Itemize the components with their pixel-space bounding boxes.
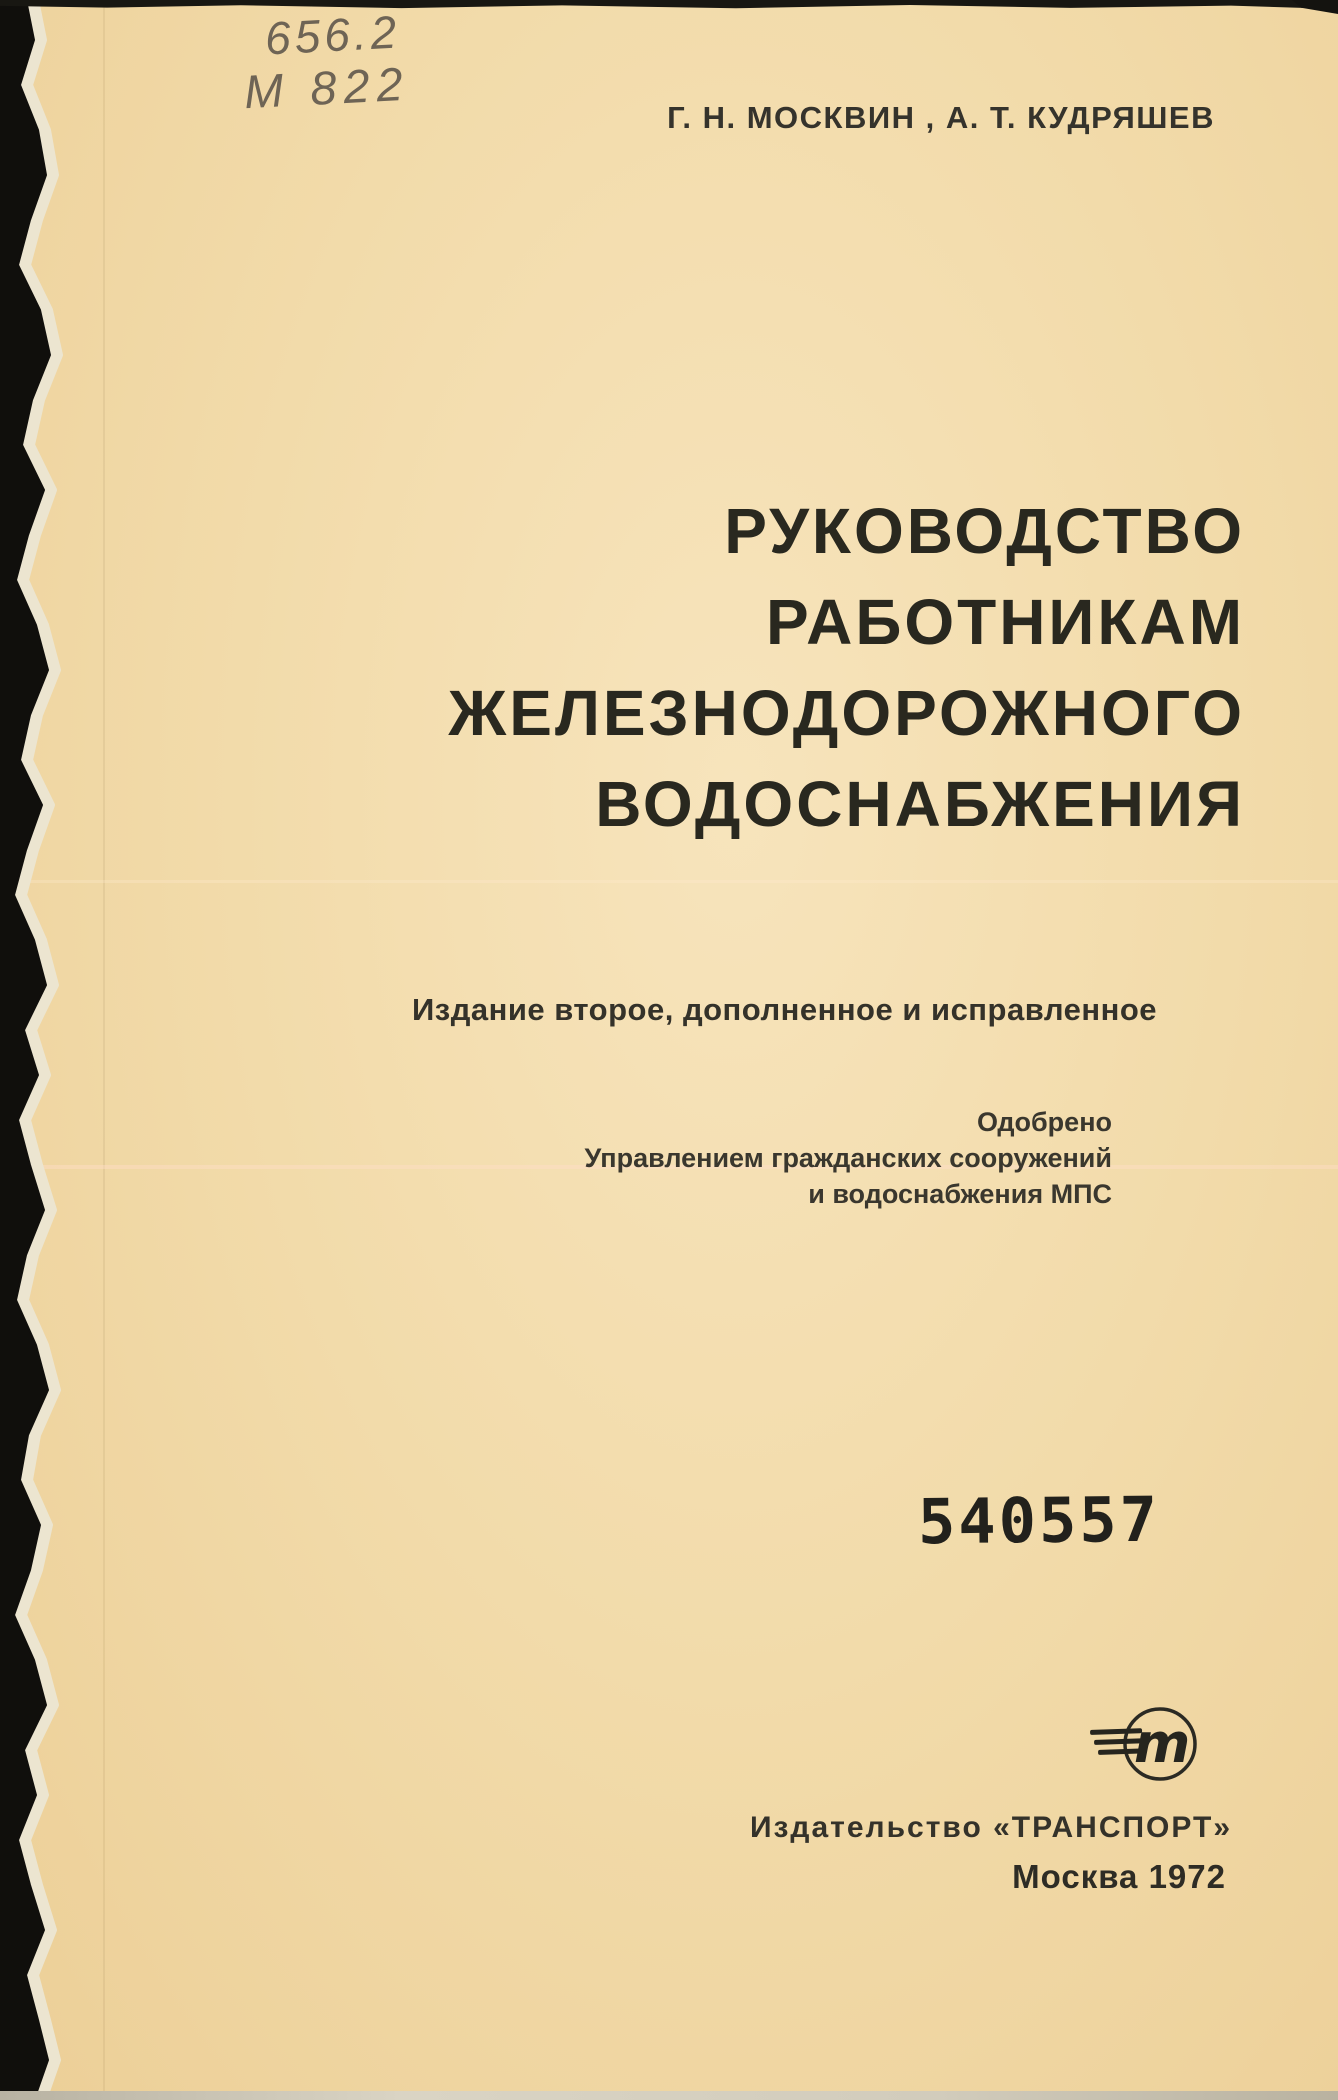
transport-publisher-logo-icon <box>1082 1698 1212 1790</box>
book-title-line: ЖЕЛЕЗНОДОРОЖНОГО <box>448 677 1245 749</box>
book-title-line: ВОДОСНАБЖЕНИЯ <box>595 768 1245 840</box>
book-title-line: РАБОТНИКАМ <box>766 586 1245 658</box>
publisher-line: Издательство «ТРАНСПОРТ» <box>749 1811 1232 1844</box>
scan-artifact-band <box>0 880 1338 883</box>
book-title-line: РУКОВОДСТВО <box>724 495 1245 567</box>
handwritten-library-code: 656.2 <box>263 5 402 65</box>
logo-letter: m <box>1134 1712 1191 1775</box>
page-gutter-shadow <box>103 0 105 2100</box>
authors-line: Г. Н. МОСКВИН , А. Т. КУДРЯШЕВ <box>667 100 1215 135</box>
torn-binding-edge <box>0 0 70 2100</box>
accession-number-stamp: 540557 <box>917 1482 1161 1559</box>
handwritten-shelf-mark: М 822 <box>242 56 411 119</box>
book-title <box>448 486 1245 850</box>
approval-block <box>585 1104 1112 1212</box>
scan-edge-top <box>0 0 1338 9</box>
approval-line: Одобрено <box>977 1107 1112 1137</box>
city-year-line: Москва 1972 <box>1012 1858 1226 1895</box>
approval-line: и водоснабжения МПС <box>808 1179 1112 1209</box>
approval-line: Управлением гражданских сооружений <box>584 1143 1112 1173</box>
edition-note: Издание второе, дополненное и исправленное <box>412 992 1158 1027</box>
scan-edge-bottom <box>0 2091 1338 2100</box>
